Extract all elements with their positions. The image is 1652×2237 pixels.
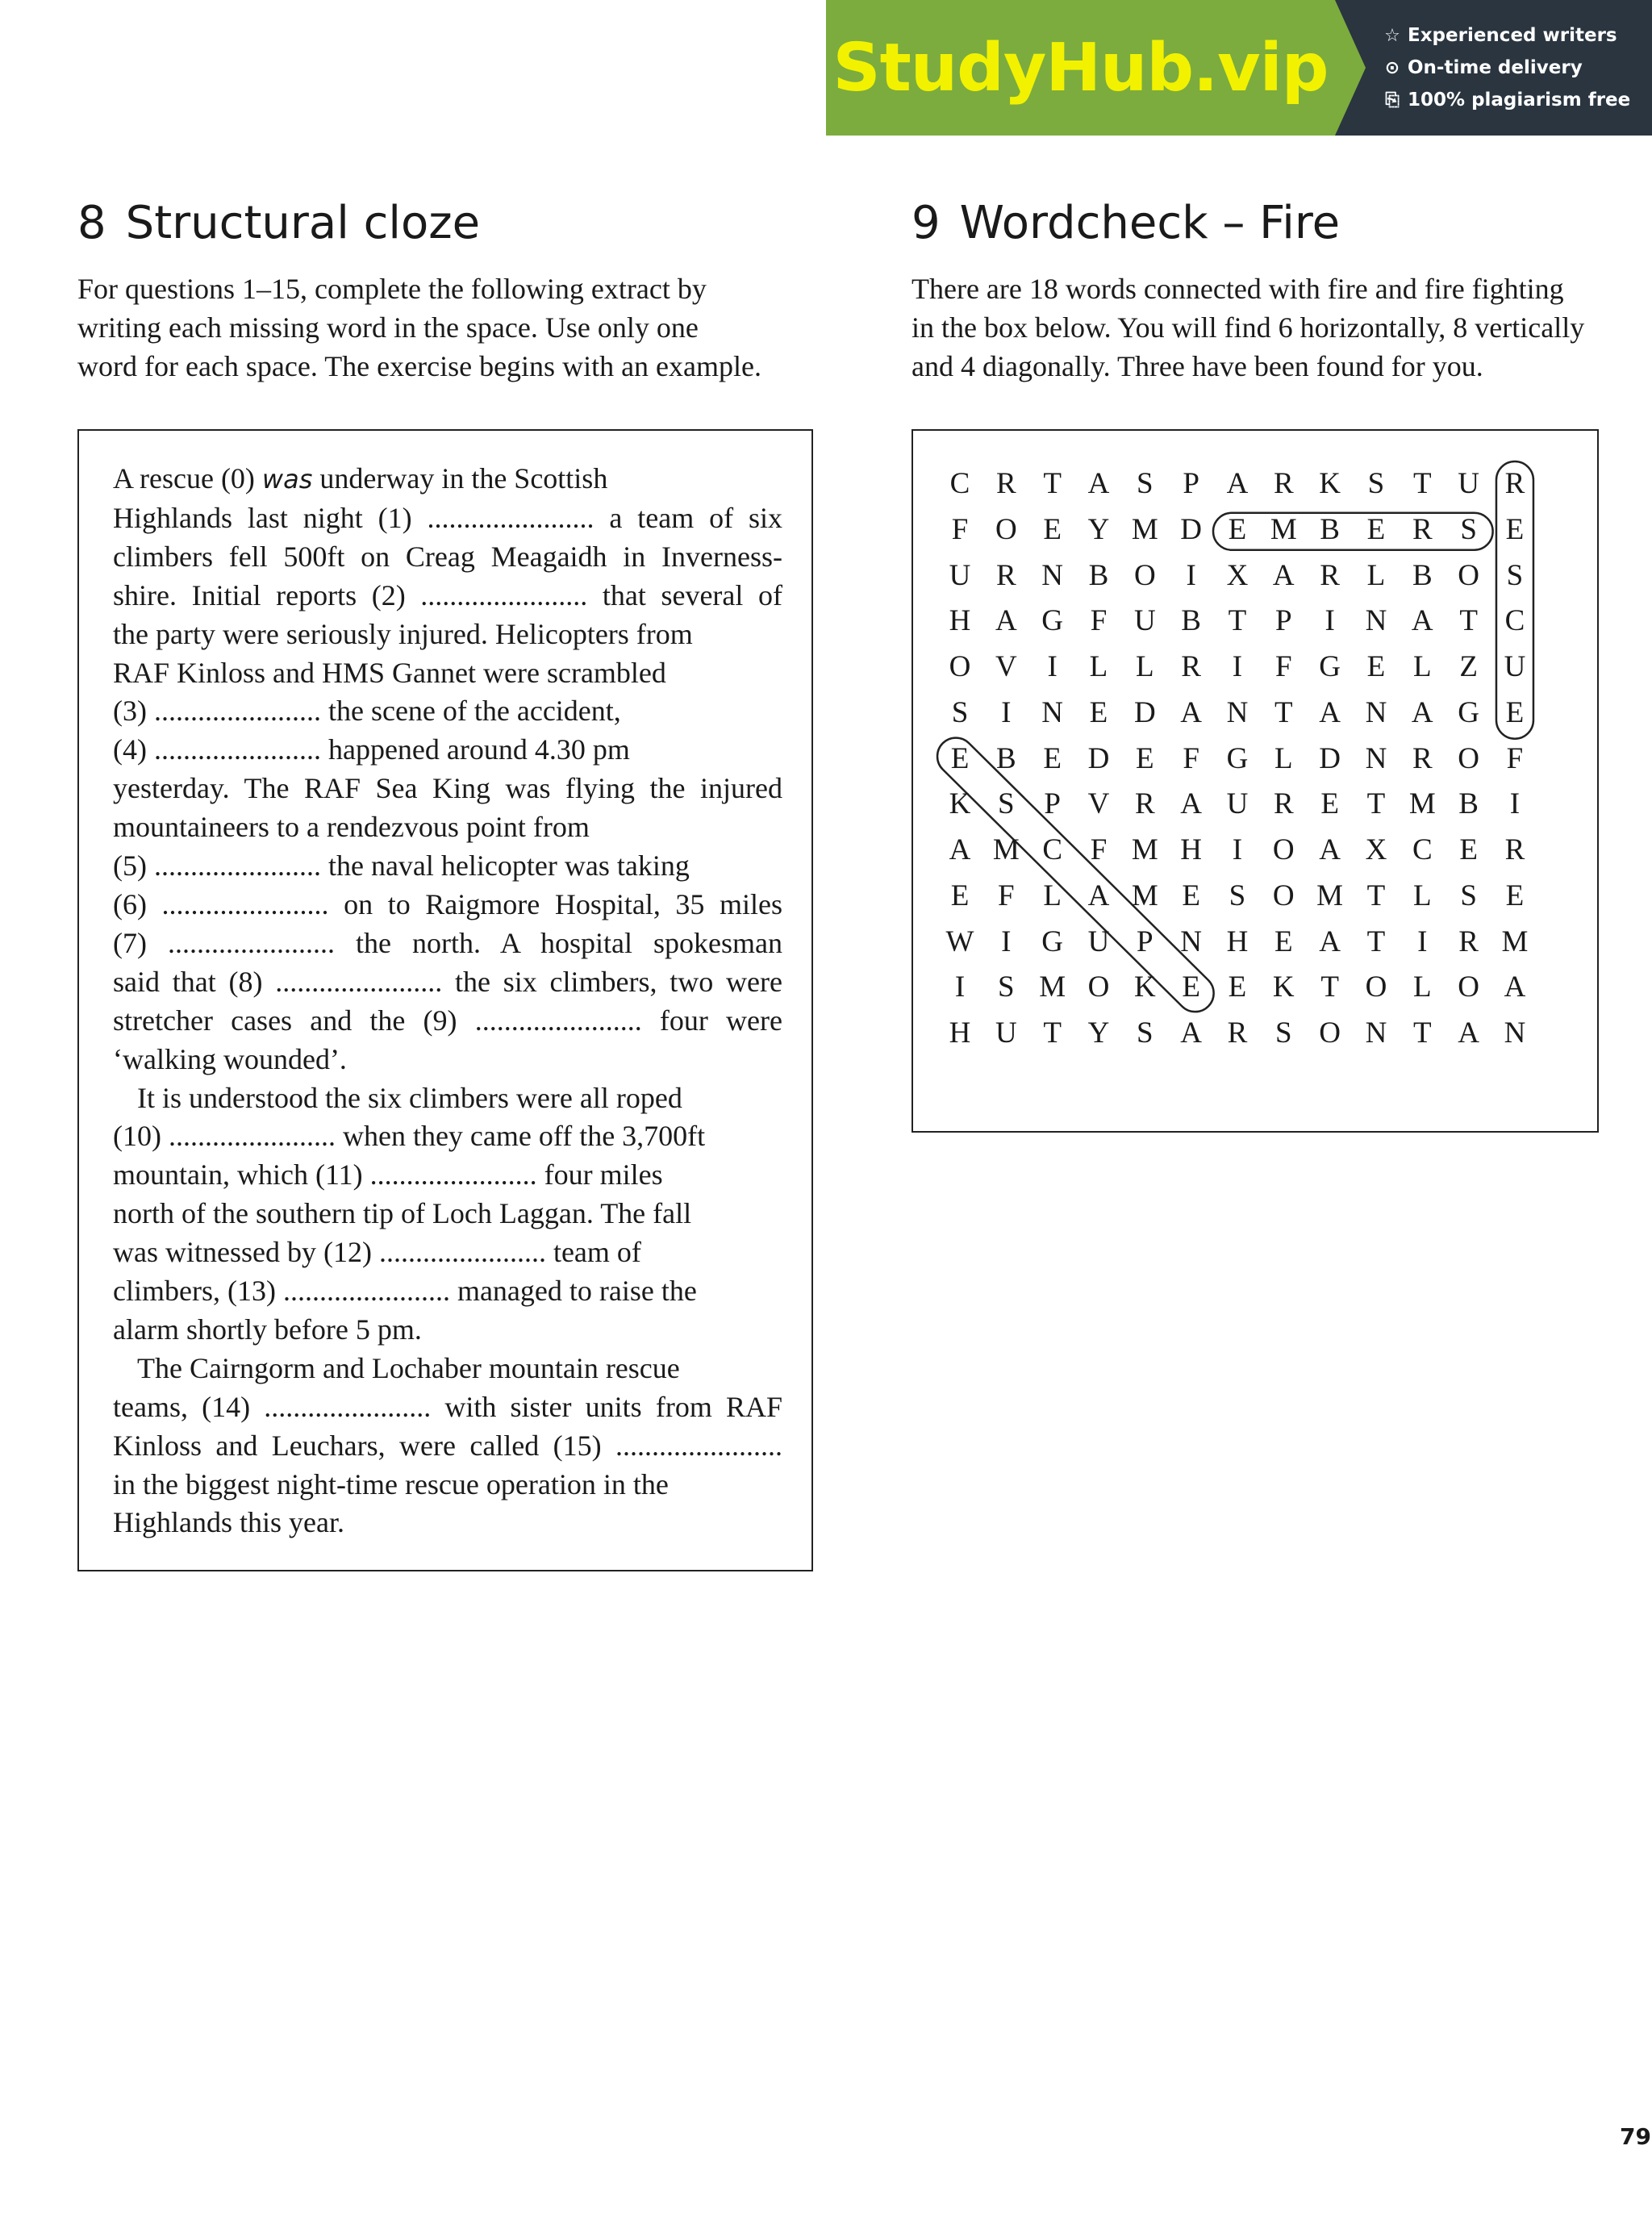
grid-letter[interactable]: O — [1087, 970, 1110, 1004]
grid-letter[interactable]: U — [1087, 924, 1110, 958]
grid-letter[interactable]: B — [1458, 787, 1479, 821]
grid-letter[interactable]: S — [1460, 512, 1477, 546]
passage-line: shire. Initial reports (2) ....................... that several of — [113, 578, 782, 611]
passage-line: ‘walking wounded’. — [113, 1042, 347, 1075]
passage-line: the party were seriously injured. Helicopters from — [113, 617, 693, 650]
grid-letter[interactable]: E — [1320, 787, 1339, 821]
passage-line: mountain, which (11) ....................... four miles — [113, 1158, 663, 1192]
grid-letter[interactable]: T — [1366, 924, 1386, 958]
grid-letter[interactable]: O — [1272, 879, 1295, 912]
grid-letter[interactable]: E — [1182, 970, 1200, 1004]
grid-letter[interactable]: D — [1180, 512, 1202, 546]
grid-letter[interactable]: F — [1506, 741, 1524, 775]
grid-letter[interactable]: S — [1460, 879, 1477, 912]
grid-letter[interactable]: S — [998, 970, 1015, 1004]
section-8-instructions — [77, 269, 820, 386]
grid-letter[interactable]: A — [1319, 695, 1341, 729]
grid-letter[interactable]: S — [1137, 1016, 1153, 1050]
passage-line: It is understood the six climbers were all roped — [137, 1081, 682, 1114]
passage-line: alarm shortly before 5 pm. — [113, 1313, 422, 1346]
grid-letter[interactable]: Y — [1087, 1016, 1110, 1050]
passage-line: in the biggest night-time rescue operation in the — [113, 1467, 669, 1500]
passage-line: Kinloss and Leuchars, were called (15) ....................... — [113, 1429, 782, 1462]
instruction-line: and 4 diagonally. Three have been found for you. — [912, 350, 1483, 382]
page-number: 79 — [1620, 2123, 1651, 2150]
example-answer: was — [261, 464, 313, 495]
grid-letter[interactable]: T — [1320, 970, 1339, 1004]
document-check-icon: ⎘ — [1385, 90, 1400, 111]
passage-text: underway in the Scottish — [312, 462, 608, 495]
section-number: 8 — [77, 197, 106, 249]
passage-line: climbers fell 500ft on Creag Meagaidh in Inverness- — [113, 540, 782, 573]
grid-letter[interactable]: M — [992, 833, 1020, 866]
star-outline-icon: ☆ — [1384, 25, 1400, 46]
grid-letter[interactable]: T — [1228, 604, 1247, 638]
grid-letter[interactable]: A — [1504, 970, 1526, 1004]
grid-letter[interactable]: M — [1408, 787, 1436, 821]
grid-letter[interactable]: N — [1365, 741, 1387, 775]
grid-letter[interactable]: E — [1136, 741, 1154, 775]
passage-line: said that (8) ....................... the six climbers, two were — [113, 965, 782, 998]
grid-letter[interactable]: B — [1088, 558, 1109, 592]
grid-letter[interactable]: H — [949, 604, 971, 638]
grid-letter[interactable]: D — [1087, 741, 1110, 775]
grid-letter[interactable]: X — [1226, 558, 1249, 592]
banner-feature — [1383, 57, 1652, 78]
banner-feature-label: Experienced writers — [1408, 25, 1617, 46]
grid-letter[interactable]: I — [1325, 604, 1335, 638]
grid-letter[interactable]: R — [995, 467, 1016, 500]
grid-letter[interactable]: G — [1041, 604, 1064, 638]
grid-letter[interactable]: E — [1274, 924, 1293, 958]
grid-letter[interactable]: N — [1180, 924, 1202, 958]
grid-letter[interactable]: A — [1319, 924, 1341, 958]
grid-letter[interactable]: M — [1131, 833, 1158, 866]
passage-line: teams, (14) ....................... with sister units from RAF — [113, 1390, 782, 1423]
grid-letter[interactable]: U — [1458, 467, 1479, 500]
grid-letter[interactable]: N — [1365, 604, 1387, 638]
section-9-title — [912, 197, 1340, 249]
grid-letter[interactable]: U — [1226, 787, 1249, 821]
grid-letter[interactable]: I — [1509, 787, 1521, 821]
grid-letter[interactable]: O — [1458, 558, 1479, 592]
grid-letter[interactable]: M — [1501, 924, 1529, 958]
banner-feature-label: 100% plagiarism free — [1408, 90, 1631, 111]
grid-letter[interactable]: R — [1458, 924, 1479, 958]
grid-letter[interactable]: A — [1411, 695, 1433, 729]
grid-letter[interactable]: R — [1134, 787, 1155, 821]
grid-letter[interactable]: V — [995, 650, 1017, 683]
grid-letter[interactable]: T — [1043, 467, 1062, 500]
grid-letter[interactable]: A — [1226, 467, 1249, 500]
grid-letter[interactable]: I — [1186, 558, 1196, 592]
grid-letter[interactable]: E — [1043, 741, 1062, 775]
instruction-line: in the box below. You will find 6 horizontally, 8 vertically — [912, 311, 1585, 344]
grid-letter[interactable]: P — [1044, 787, 1061, 821]
passage-line: (5) ....................... the naval helicopter was taking — [113, 849, 690, 883]
grid-letter[interactable]: I — [1232, 833, 1243, 866]
grid-letter[interactable]: O — [1458, 741, 1479, 775]
grid-letter[interactable]: E — [1182, 879, 1200, 912]
grid-letter[interactable]: S — [951, 695, 969, 729]
grid-letter[interactable]: E — [950, 741, 970, 775]
section-number: 9 — [912, 197, 941, 249]
grid-letter[interactable]: K — [1272, 970, 1295, 1004]
grid-letter[interactable]: E — [1366, 512, 1386, 546]
grid-letter[interactable]: E — [1228, 512, 1247, 546]
brand-logo-text: StudyHub.vip — [832, 29, 1329, 106]
grid-letter[interactable]: O — [995, 512, 1017, 546]
grid-letter[interactable]: B — [995, 741, 1016, 775]
grid-letter[interactable]: N — [1365, 695, 1387, 729]
grid-letter[interactable]: I — [954, 970, 966, 1004]
word-search-box — [912, 429, 1599, 1133]
passage-line: Highlands this year. — [113, 1506, 344, 1539]
grid-letter[interactable]: N — [1041, 695, 1064, 729]
grid-letter[interactable]: I — [1001, 695, 1012, 729]
grid-letter[interactable]: K — [1133, 970, 1156, 1004]
passage-line: (3) ....................... the scene of the accident, — [113, 695, 621, 728]
grid-letter[interactable]: C — [1042, 833, 1062, 866]
grid-letter[interactable]: E — [1505, 879, 1525, 912]
grid-letter[interactable]: A — [995, 604, 1017, 638]
grid-letter[interactable]: C — [1412, 833, 1433, 866]
grid-letter[interactable]: E — [1043, 512, 1062, 546]
grid-letter[interactable]: B — [1320, 512, 1340, 546]
grid-letter[interactable]: G — [1226, 741, 1249, 775]
grid-letter[interactable]: A — [1411, 604, 1433, 638]
grid-letter[interactable]: R — [1273, 467, 1294, 500]
grid-letter[interactable]: L — [1089, 650, 1108, 683]
instruction-line: writing each missing word in the space. Use only one — [77, 311, 699, 344]
banner-arrow — [1335, 0, 1366, 136]
grid-letter[interactable]: Z — [1459, 650, 1478, 683]
banner-ad[interactable] — [826, 0, 1652, 136]
section-title-text: Structural cloze — [125, 197, 481, 249]
grid-letter[interactable]: R — [995, 558, 1016, 592]
grid-letter[interactable]: R — [1504, 833, 1525, 866]
passage-line: (6) ....................... on to Raigmore Hospital, 35 miles — [113, 887, 782, 920]
grid-letter[interactable]: S — [1367, 467, 1385, 500]
grid-letter[interactable]: S — [1506, 558, 1524, 592]
grid-letter[interactable]: H — [1180, 833, 1202, 866]
grid-letter[interactable]: A — [1272, 558, 1295, 592]
grid-letter[interactable]: R — [1320, 558, 1340, 592]
grid-letter[interactable]: F — [998, 879, 1015, 912]
grid-letter[interactable]: A — [1458, 1016, 1479, 1050]
grid-letter[interactable]: R — [1504, 467, 1525, 500]
grid-letter[interactable]: B — [1181, 604, 1201, 638]
grid-letter[interactable]: E — [1505, 695, 1525, 729]
instruction-line: For questions 1–15, complete the following extract by — [77, 273, 707, 305]
grid-letter[interactable]: L — [1412, 970, 1432, 1004]
passage-line: (4) ....................... happened around 4.30 pm — [113, 733, 630, 766]
grid-letter[interactable]: P — [1183, 467, 1199, 500]
grid-letter[interactable]: T — [1412, 467, 1432, 500]
grid-letter[interactable]: L — [1274, 741, 1293, 775]
grid-letter[interactable]: L — [1136, 650, 1154, 683]
banner-feature-label: On-time delivery — [1408, 57, 1583, 78]
grid-letter[interactable]: T — [1274, 695, 1293, 729]
grid-letter[interactable]: M — [1131, 879, 1158, 912]
passage-line: climbers, (13) ....................... managed to raise the — [113, 1275, 697, 1308]
grid-letter[interactable]: I — [1047, 650, 1058, 683]
passage-line: The Cairngorm and Lochaber mountain rescue — [137, 1351, 680, 1384]
grid-letter[interactable]: V — [1087, 787, 1110, 821]
grid-letter[interactable]: N — [1041, 558, 1064, 592]
grid-letter[interactable]: G — [1041, 924, 1064, 958]
grid-letter[interactable]: A — [1180, 1016, 1202, 1050]
section-9-instructions — [912, 269, 1637, 386]
section-title-text: Wordcheck – Fire — [959, 197, 1341, 249]
grid-letter[interactable]: A — [949, 833, 971, 866]
grid-letter[interactable]: F — [1090, 833, 1108, 866]
banner-features — [1335, 0, 1652, 136]
grid-letter[interactable]: A — [1180, 695, 1202, 729]
grid-letter[interactable]: G — [1458, 695, 1479, 729]
grid-letter[interactable]: E — [1089, 695, 1108, 729]
grid-letter[interactable]: S — [998, 787, 1015, 821]
cloze-passage — [113, 460, 782, 1542]
grid-letter[interactable]: K — [949, 787, 971, 821]
grid-letter[interactable]: A — [1087, 467, 1110, 500]
grid-letter[interactable]: E — [1366, 650, 1386, 683]
grid-letter[interactable]: E — [1459, 833, 1478, 866]
grid-letter[interactable]: O — [1458, 970, 1479, 1004]
banner-feature — [1383, 90, 1652, 111]
grid-letter[interactable]: E — [1228, 970, 1247, 1004]
grid-letter[interactable]: U — [995, 1016, 1017, 1050]
grid-letter[interactable]: I — [1232, 650, 1243, 683]
grid-letter[interactable]: H — [1226, 924, 1249, 958]
grid-letter[interactable]: T — [1412, 1016, 1432, 1050]
grid-letter[interactable]: E — [950, 879, 970, 912]
passage-line: north of the southern tip of Loch Laggan. The fall — [113, 1197, 692, 1230]
passage-line: mountaineers to a rendezvous point from — [113, 811, 590, 844]
grid-letter[interactable]: G — [1319, 650, 1341, 683]
grid-letter[interactable]: M — [1316, 879, 1344, 912]
grid-letter[interactable]: F — [951, 512, 969, 546]
grid-letter[interactable]: B — [1412, 558, 1433, 592]
grid-letter[interactable]: L — [1043, 879, 1062, 912]
passage-line: (10) ....................... when they came off the 3,700ft — [113, 1120, 706, 1153]
grid-letter[interactable]: O — [1133, 558, 1156, 592]
grid-letter[interactable]: L — [1412, 650, 1432, 683]
grid-letter[interactable]: N — [1504, 1016, 1526, 1050]
grid-letter[interactable]: O — [1365, 970, 1387, 1004]
passage-line: yesterday. The RAF Sea King was flying the injured — [113, 772, 782, 805]
instruction-line: word for each space. The exercise begins with an example. — [77, 350, 761, 382]
passage-text: A rescue (0) — [113, 462, 262, 495]
passage-line — [113, 460, 782, 499]
grid-letter[interactable]: W — [945, 924, 974, 958]
clock-icon: ⊙ — [1384, 57, 1400, 78]
section-8-title — [77, 197, 480, 249]
grid-letter[interactable]: S — [1275, 1016, 1292, 1050]
passage-line: was witnessed by (12) ....................... team of — [113, 1236, 641, 1269]
grid-letter[interactable]: F — [1090, 604, 1108, 638]
passage-line: Highlands last night (1) ....................... a team of six — [113, 501, 782, 534]
grid-letter[interactable]: O — [1319, 1016, 1341, 1050]
grid-letter[interactable]: T — [1459, 604, 1478, 638]
grid-letter[interactable]: C — [949, 467, 970, 500]
grid-letter[interactable]: O — [949, 650, 971, 683]
grid-letter[interactable]: A — [1319, 833, 1341, 866]
grid-letter[interactable]: R — [1273, 787, 1294, 821]
grid-letter[interactable]: R — [1412, 512, 1433, 546]
grid-letter[interactable]: M — [1131, 512, 1158, 546]
grid-letter[interactable]: R — [1181, 650, 1201, 683]
grid-letter[interactable]: S — [1137, 467, 1153, 500]
grid-letter[interactable]: L — [1412, 879, 1432, 912]
grid-letter[interactable]: P — [1137, 924, 1153, 958]
grid-letter[interactable]: X — [1365, 833, 1387, 866]
grid-letter[interactable]: F — [1275, 650, 1292, 683]
grid-letter[interactable]: D — [1133, 695, 1156, 729]
grid-letter[interactable]: T — [1366, 879, 1386, 912]
grid-letter[interactable]: M — [1039, 970, 1066, 1004]
grid-letter[interactable]: I — [1001, 924, 1012, 958]
instruction-line: There are 18 words connected with fire and fire fighting — [912, 273, 1564, 305]
grid-letter[interactable]: I — [1417, 924, 1428, 958]
grid-letter[interactable]: T — [1043, 1016, 1062, 1050]
banner-feature — [1383, 25, 1652, 46]
grid-letter[interactable]: K — [1319, 467, 1341, 500]
banner-brand[interactable] — [826, 0, 1335, 136]
grid-letter[interactable]: U — [1504, 650, 1526, 683]
grid-letter[interactable]: P — [1275, 604, 1292, 638]
grid-letter[interactable]: U — [1133, 604, 1156, 638]
passage-line: stretcher cases and the (9) ....................... four were — [113, 1004, 782, 1037]
grid-letter[interactable]: E — [1505, 512, 1525, 546]
grid-letter[interactable]: A — [1087, 879, 1110, 912]
grid-letter[interactable]: T — [1366, 787, 1386, 821]
passage-line: RAF Kinloss and HMS Gannet were scrambled — [113, 656, 666, 689]
passage-line: (7) ....................... the north. A hospital spokesman — [113, 926, 782, 959]
grid-letter[interactable]: N — [1365, 1016, 1387, 1050]
grid-letter[interactable]: Y — [1087, 512, 1110, 546]
grid-letter[interactable]: M — [1270, 512, 1297, 546]
grid-letter[interactable]: R — [1412, 741, 1433, 775]
grid-letter[interactable]: A — [1180, 787, 1202, 821]
grid-letter[interactable]: D — [1319, 741, 1341, 775]
word-search-grid — [913, 431, 1597, 1131]
grid-letter[interactable]: C — [1504, 604, 1525, 638]
grid-letter[interactable]: L — [1366, 558, 1386, 592]
grid-letter[interactable]: H — [949, 1016, 971, 1050]
grid-letter[interactable]: S — [1229, 879, 1246, 912]
grid-letter[interactable]: R — [1227, 1016, 1248, 1050]
grid-letter[interactable]: U — [949, 558, 971, 592]
grid-letter[interactable]: F — [1183, 741, 1199, 775]
grid-letter[interactable]: N — [1226, 695, 1249, 729]
cloze-passage-box — [77, 429, 813, 1571]
grid-letter[interactable]: O — [1272, 833, 1295, 866]
